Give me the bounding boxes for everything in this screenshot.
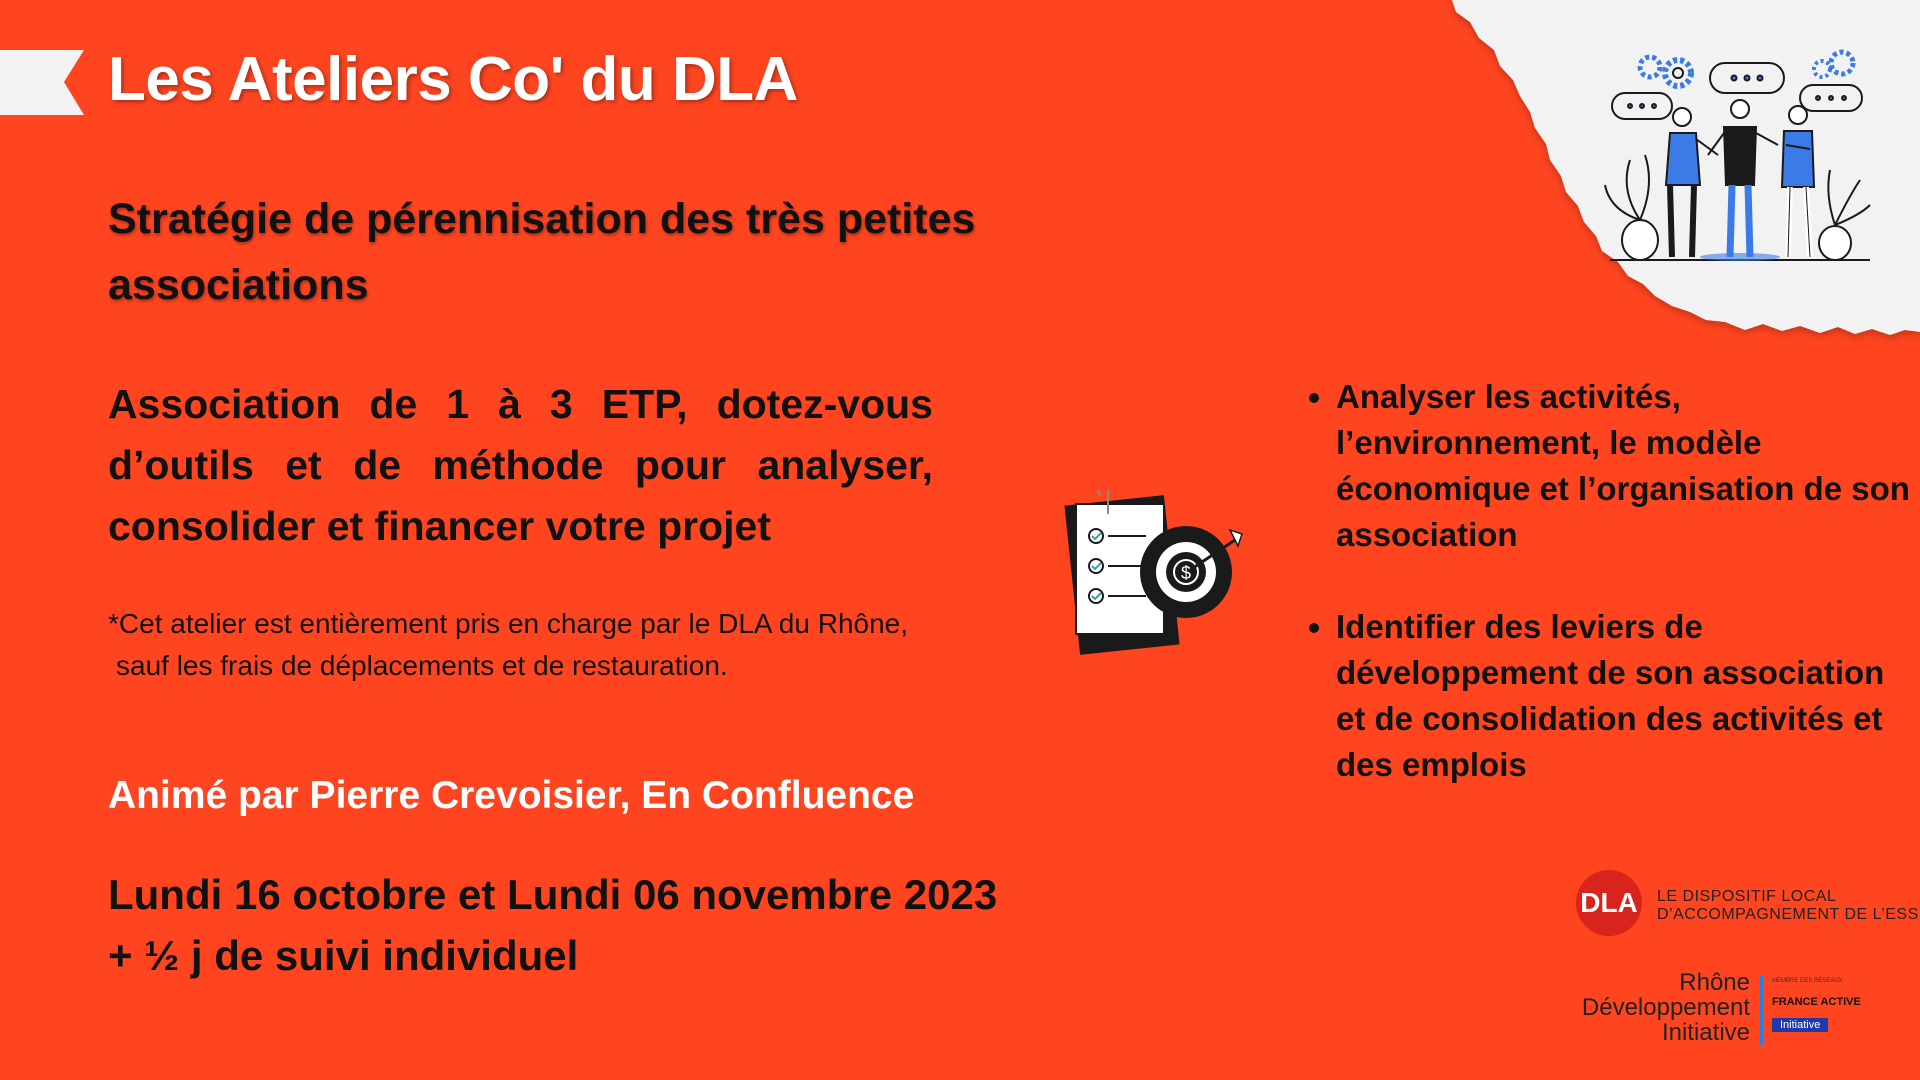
dla-logo-text xyxy=(1657,888,1919,924)
workshop-intro: Association de 1 à 3 ETP, dotez-vous d’outils et de méthode pour analyser, consolider et financer votre projet xyxy=(108,381,933,549)
objectives-list xyxy=(1300,374,1916,834)
workshop-dates xyxy=(108,864,997,986)
cost-note-line-1: *Cet atelier est entièrement pris en charge par le DLA du Rhône, xyxy=(108,608,909,639)
team-discussion-illustration xyxy=(1600,45,1880,265)
dates-line-2: + ½ j de suivi individuel xyxy=(108,932,579,979)
dla-logo-mark: DLA xyxy=(1580,887,1638,918)
rdi-divider xyxy=(1760,975,1763,1045)
rdi-line-2: Développement xyxy=(1581,994,1750,1021)
france-active-logo: FRANCE ACTIVE xyxy=(1772,996,1861,1008)
rdi-line-1: Rhône xyxy=(1679,969,1750,996)
dla-logo xyxy=(1576,870,1642,936)
initiative-logo: Initiative xyxy=(1772,1018,1828,1032)
network-label: MEMBRE DES RÉSEAUX xyxy=(1772,978,1843,984)
dates-line-1: Lundi 16 octobre et Lundi 06 novembre 2023 xyxy=(108,871,998,918)
objective-item: • Identifier des leviers de développement de son association et de consolidation des activités et des emplois xyxy=(1336,604,1916,788)
rdi-line-3: Initiative xyxy=(1661,1019,1750,1046)
cost-note-line-2: sauf les frais de déplacements et de restauration. xyxy=(116,650,728,681)
page-title: Les Ateliers Co' du DLA xyxy=(108,45,798,114)
title-flag xyxy=(0,50,84,115)
dla-logo-line-2: D’ACCOMPAGNEMENT DE L’ESS xyxy=(1657,906,1919,923)
cost-note xyxy=(108,603,1008,687)
network-logos xyxy=(1772,978,1892,1033)
workshop-subtitle: Stratégie de pérennisation des très petites associations xyxy=(108,195,976,309)
svg-text:$: $ xyxy=(1180,563,1192,583)
checklist-target-icon xyxy=(1050,490,1250,660)
objective-item: • Analyser les activités, l’environnement, le modèle économique et l’organisation de son association xyxy=(1336,374,1916,558)
dla-logo-line-1: LE DISPOSITIF LOCAL xyxy=(1657,888,1837,905)
rdi-logo xyxy=(1580,970,1750,1045)
animator-line: Animé par Pierre Crevoisier, En Confluence xyxy=(108,774,915,817)
